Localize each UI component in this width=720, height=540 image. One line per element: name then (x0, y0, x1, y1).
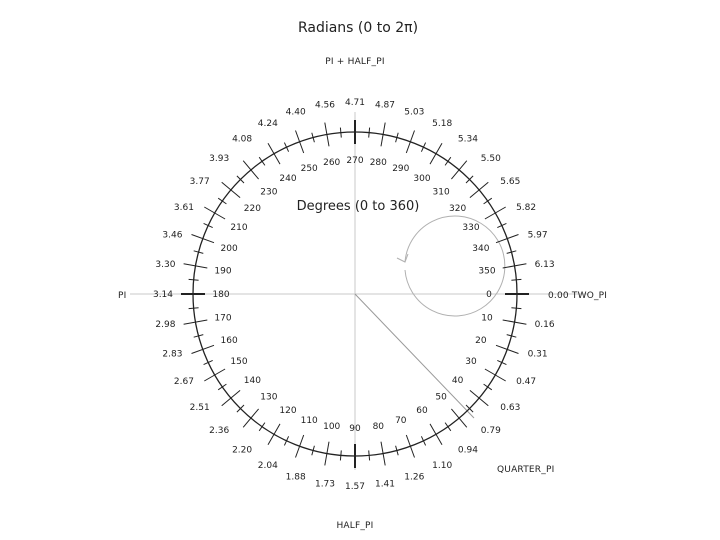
radian-label: 5.18 (432, 118, 453, 129)
tick-mark (511, 308, 521, 309)
radian-label: 5.03 (404, 107, 425, 118)
tick-mark (485, 369, 506, 381)
degree-label: 290 (392, 164, 410, 175)
radian-label: 4.87 (374, 100, 396, 111)
tick-mark (496, 345, 519, 353)
degree-label: 20 (475, 335, 487, 346)
degree-label: 40 (451, 376, 464, 387)
radian-label: 2.98 (155, 320, 176, 330)
tick-mark (192, 345, 215, 353)
radian-label: 1.26 (404, 472, 425, 483)
tick-mark (445, 157, 451, 165)
pi-plus-half-pi-label: PI + HALF_PI (325, 57, 385, 67)
radian-label: 0.79 (480, 425, 501, 436)
tick-mark (243, 409, 258, 427)
tick-mark (259, 423, 265, 431)
radian-label: 4.08 (232, 134, 253, 145)
degree-label: 100 (323, 422, 341, 432)
radian-label: 3.14 (152, 290, 174, 300)
degree-label: 310 (432, 187, 450, 198)
degree-label: 240 (279, 174, 297, 184)
tick-mark (296, 435, 304, 458)
tick-mark (445, 423, 451, 431)
degree-label: 60 (416, 406, 428, 416)
radian-label: 0.31 (527, 349, 548, 360)
radian-label: 0.47 (516, 377, 537, 388)
tick-mark (406, 131, 414, 154)
radian-label: 2.67 (173, 377, 194, 388)
degree-label: 300 (413, 174, 431, 184)
radian-label: 4.71 (344, 98, 366, 108)
tick-mark (369, 450, 370, 460)
radian-label: 6.13 (534, 260, 555, 270)
degree-label: 170 (214, 313, 232, 324)
degree-labels (212, 156, 495, 434)
radian-label: 2.04 (257, 461, 278, 472)
degree-label: 130 (260, 392, 278, 403)
radian-label: 4.24 (257, 118, 278, 129)
radian-label: 4.56 (314, 100, 336, 111)
degree-label: 120 (279, 406, 297, 416)
radian-label: 0.94 (457, 445, 478, 456)
tick-mark (192, 235, 215, 243)
radian-label: 5.50 (480, 154, 501, 165)
radian-label: 5.97 (527, 230, 548, 241)
degree-label: 90 (349, 424, 361, 434)
degree-label: 150 (230, 357, 248, 367)
degree-label: 50 (435, 392, 447, 403)
degrees-caption: Degrees (0 to 360) (296, 199, 420, 214)
tick-mark (222, 390, 240, 405)
degree-label: 280 (369, 158, 387, 168)
degree-label: 0 (486, 290, 492, 300)
radian-label: 1.73 (314, 479, 336, 490)
tick-mark (511, 279, 521, 280)
degree-label: 270 (346, 156, 364, 166)
tick-mark (496, 235, 519, 243)
tick-mark (485, 207, 506, 219)
radian-label: 2.51 (189, 402, 210, 413)
tick-mark (340, 450, 341, 460)
radian-label: 3.77 (189, 177, 210, 188)
diagram-title: Radians (0 to 2π) (297, 20, 419, 36)
degree-label: 180 (212, 290, 230, 300)
degree-label: 10 (481, 313, 493, 324)
radian-label: 3.93 (209, 154, 230, 165)
tick-mark (268, 424, 280, 445)
tick-mark (470, 182, 488, 197)
degree-label: 190 (214, 266, 232, 277)
tick-mark (268, 143, 280, 164)
radian-label: 3.30 (155, 260, 176, 270)
tick-mark (243, 161, 258, 179)
tick-mark (340, 128, 341, 138)
tick-mark (222, 182, 240, 197)
degree-label: 340 (472, 244, 490, 255)
degree-label: 330 (462, 223, 480, 233)
radian-label: 3.46 (162, 230, 183, 241)
tick-mark (189, 308, 199, 309)
tick-mark (406, 435, 414, 458)
radian-label: 1.88 (285, 472, 306, 483)
tick-mark (204, 207, 225, 219)
radian-label: 0.63 (500, 402, 521, 413)
degree-label: 350 (478, 266, 496, 277)
tick-mark (451, 161, 466, 179)
tick-mark (189, 279, 199, 280)
radian-label: 0.16 (534, 320, 555, 330)
degree-label: 220 (243, 203, 261, 214)
degree-label: 110 (300, 415, 318, 426)
tick-mark (430, 143, 442, 164)
tick-mark (369, 128, 370, 138)
radian-label: 2.36 (209, 425, 230, 436)
degree-label: 250 (300, 164, 318, 175)
degree-label: 210 (230, 223, 248, 233)
tick-mark (484, 198, 492, 204)
tick-mark (218, 198, 226, 204)
degree-label: 140 (243, 376, 261, 387)
degree-label: 30 (465, 357, 477, 367)
degree-label: 260 (323, 158, 341, 168)
pi-label: PI (118, 291, 127, 301)
radian-label: 5.65 (500, 177, 521, 188)
degree-label: 200 (220, 244, 238, 255)
radian-label: 1.10 (432, 461, 453, 472)
degree-label: 80 (372, 422, 385, 432)
radian-label: 2.83 (162, 349, 183, 360)
two-pi-label: 0.00 TWO_PI (548, 291, 608, 301)
half-pi-label: HALF_PI (336, 521, 374, 531)
radian-label: 1.41 (374, 479, 396, 490)
radian-label: 1.57 (344, 482, 366, 492)
radian-label: 5.34 (457, 134, 478, 145)
tick-mark (218, 384, 226, 390)
tick-mark (259, 157, 265, 165)
tick-mark (451, 409, 466, 427)
tick-mark (484, 384, 492, 390)
degree-label: 320 (449, 203, 467, 214)
radian-label: 5.82 (516, 202, 537, 213)
tick-mark (204, 369, 225, 381)
radian-label: 3.61 (173, 202, 194, 213)
degree-label: 70 (395, 415, 407, 426)
tick-mark (430, 424, 442, 445)
tick-mark (470, 390, 488, 405)
quarter-pi-line (355, 294, 474, 418)
degree-label: 160 (220, 335, 238, 346)
tick-mark (296, 131, 304, 154)
degree-label: 230 (260, 187, 278, 198)
radian-label: 4.40 (285, 107, 306, 118)
quarter-pi-label: QUARTER_PI (497, 465, 555, 475)
radian-label: 2.20 (232, 445, 253, 456)
